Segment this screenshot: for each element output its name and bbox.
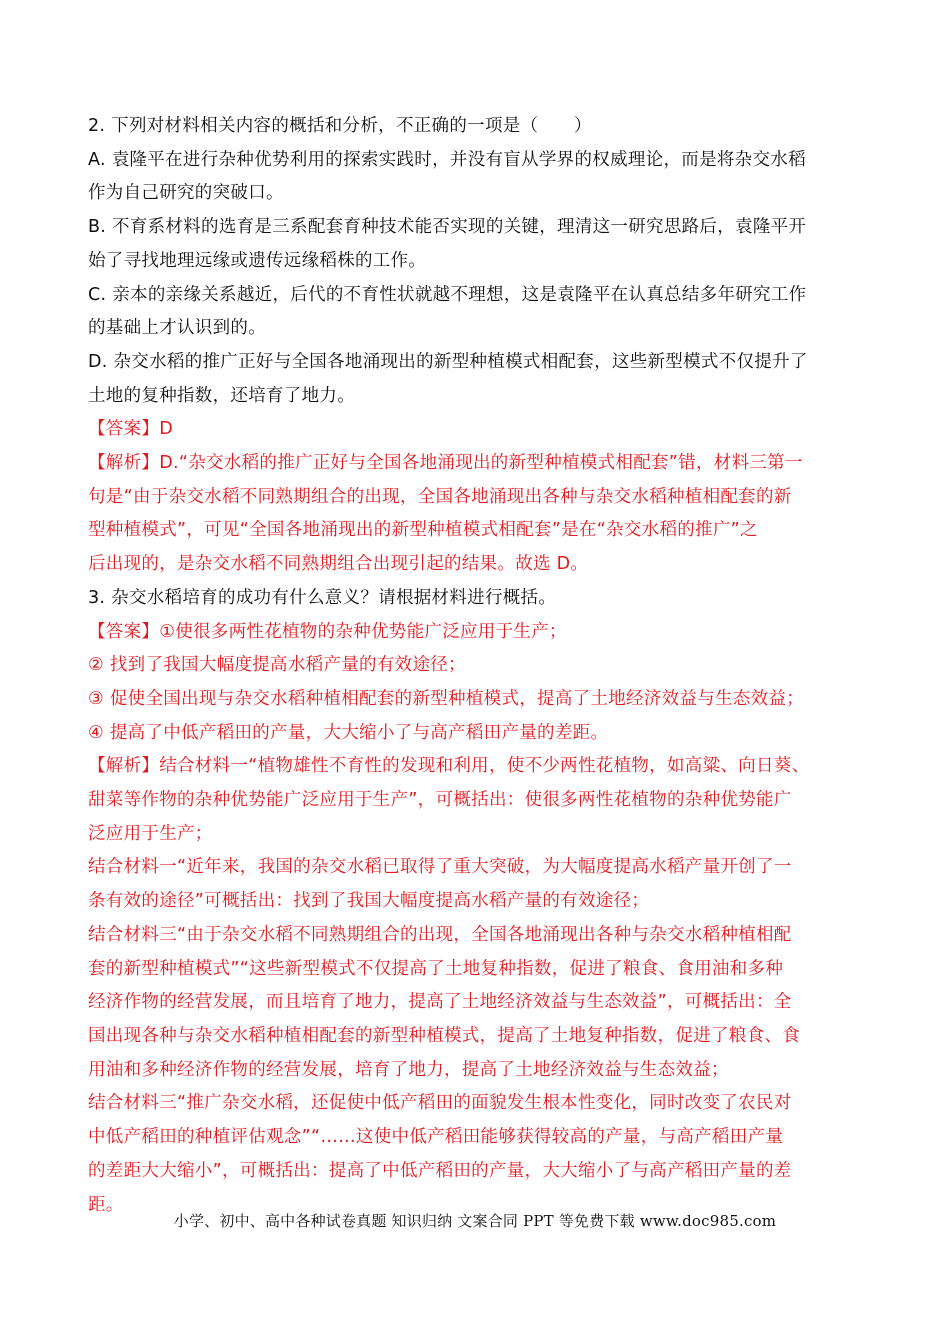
analysis-tag: 【解析】 (88, 756, 160, 777)
question-2-option-a: A. 袁隆平在进行杂种优势利用的探索实践时，并没有盲从学界的权威理论，而是将杂交水稻 (88, 149, 806, 170)
question-2-option-b-cont: 始了寻找地理远缘或遗传远缘稻株的工作。 (88, 250, 427, 271)
question-2-analysis (88, 447, 864, 481)
answer-point-4: ④ 提高了中低产稻田的产量，大大缩小了与高产稻田产量的差距。 (88, 722, 609, 743)
question-3-analysis (88, 750, 864, 784)
answer-point-3: ③ 促使全国出现与杂交水稻种植相配套的新型种植模式，提高了土地经济效益与生态效益； (88, 688, 805, 709)
analysis-line: 距。 (88, 1194, 124, 1215)
answer-point-1: ①使很多两性花植物的杂种优势能广泛应用于生产； (159, 621, 567, 642)
document-content (88, 110, 864, 1222)
analysis-line: 的差距大大缩小”，可概括出：提高了中低产稻田的产量，大大缩小了与高产稻田产量的差 (88, 1160, 792, 1181)
question-2-option-d: D. 杂交水稻的推广正好与全国各地涌现出的新型种植模式相配套，这些新型模式不仅提升了 (88, 351, 808, 372)
question-2-option-c-cont: 的基础上才认识到的。 (88, 318, 266, 339)
answer-value: D (159, 419, 173, 440)
question-2-stem: 2. 下列对材料相关内容的概括和分析，不正确的一项是（ ） (88, 116, 592, 136)
analysis-text: D.“杂交水稻的推广正好与全国各地涌现出的新型种植模式相配套”错，材料三第一 (159, 453, 803, 474)
analysis-text: 结合材料一“植物雄性不育性的发现和利用，使不少两性花植物，如高粱、向日葵、 (159, 756, 810, 777)
question-3-answer (88, 616, 864, 650)
answer-tag: 【答案】 (88, 621, 160, 642)
question-2-analysis-cont: 句是“由于杂交水稻不同熟期组合的出现，全国各地涌现出各种与杂交水稻种植相配套的新 (88, 486, 792, 507)
question-2-analysis-cont: 后出现的，是杂交水稻不同熟期组合出现引起的结果。故选 D。 (88, 554, 589, 575)
question-2-option-a-cont: 作为自己研究的突破口。 (88, 183, 284, 204)
analysis-line: 结合材料一“近年来，我国的杂交水稻已取得了重大突破，为大幅度提高水稻产量开创了一 (88, 857, 792, 878)
analysis-tag: 【解析】 (88, 453, 160, 474)
answer-point-2: ② 找到了我国大幅度提高水稻产量的有效途径； (88, 655, 466, 676)
analysis-line: 套的新型种植模式”“这些新型模式不仅提高了土地复种指数，促进了粮食、食用油和多种 (88, 958, 784, 979)
analysis-line: 结合材料三“由于杂交水稻不同熟期组合的出现，全国各地涌现出各种与杂交水稻种植相配 (88, 924, 792, 945)
analysis-line: 中低产稻田的种植评估观念”“……这使中低产稻田能够获得较高的产量，与高产稻田产量 (88, 1127, 784, 1148)
analysis-line: 条有效的途径”可概括出：找到了我国大幅度提高水稻产量的有效途径； (88, 891, 650, 912)
analysis-line: 用油和多种经济作物的经营发展，培育了地力，提高了土地经济效益与生态效益； (88, 1059, 729, 1080)
analysis-line: 国出现各种与杂交水稻种植相配套的新型种植模式，提高了土地复种指数，促进了粮食、食 (88, 1025, 800, 1046)
question-2-option-b: B. 不育系材料的选育是三系配套育种技术能否实现的关键，理清这一研究思路后，袁隆平开 (88, 217, 807, 238)
question-2-option-c: C. 亲本的亲缘关系越近，后代的不育性状就越不理想，这是袁隆平在认真总结多年研究工作 (88, 284, 807, 305)
question-3-stem: 3. 杂交水稻培育的成功有什么意义？请根据材料进行概括。 (88, 587, 557, 608)
analysis-line: 甜菜等作物的杂种优势能广泛应用于生产”，可概括出：使很多两性花植物的杂种优势能广 (88, 790, 792, 811)
answer-tag: 【答案】 (88, 419, 160, 440)
analysis-line: 结合材料三“推广杂交水稻，还促使中低产稻田的面貌发生根本性变化，同时改变了农民对 (88, 1093, 792, 1114)
page-footer: 小学、初中、高中各种试卷真题 知识归纳 文案合同 PPT 等免费下载 www.doc985.com (173, 1212, 777, 1230)
question-2-option-d-cont: 土地的复种指数，还培育了地力。 (88, 385, 355, 406)
question-2-analysis-cont: 型种植模式”，可见“全国各地涌现出的新型种植模式相配套”是在“杂交水稻的推广”之 (88, 520, 758, 541)
analysis-line: 经济作物的经营发展，而且培育了地力，提高了土地经济效益与生态效益”，可概括出：全 (88, 992, 792, 1013)
question-2-answer (88, 413, 864, 447)
analysis-line: 泛应用于生产； (88, 823, 213, 844)
